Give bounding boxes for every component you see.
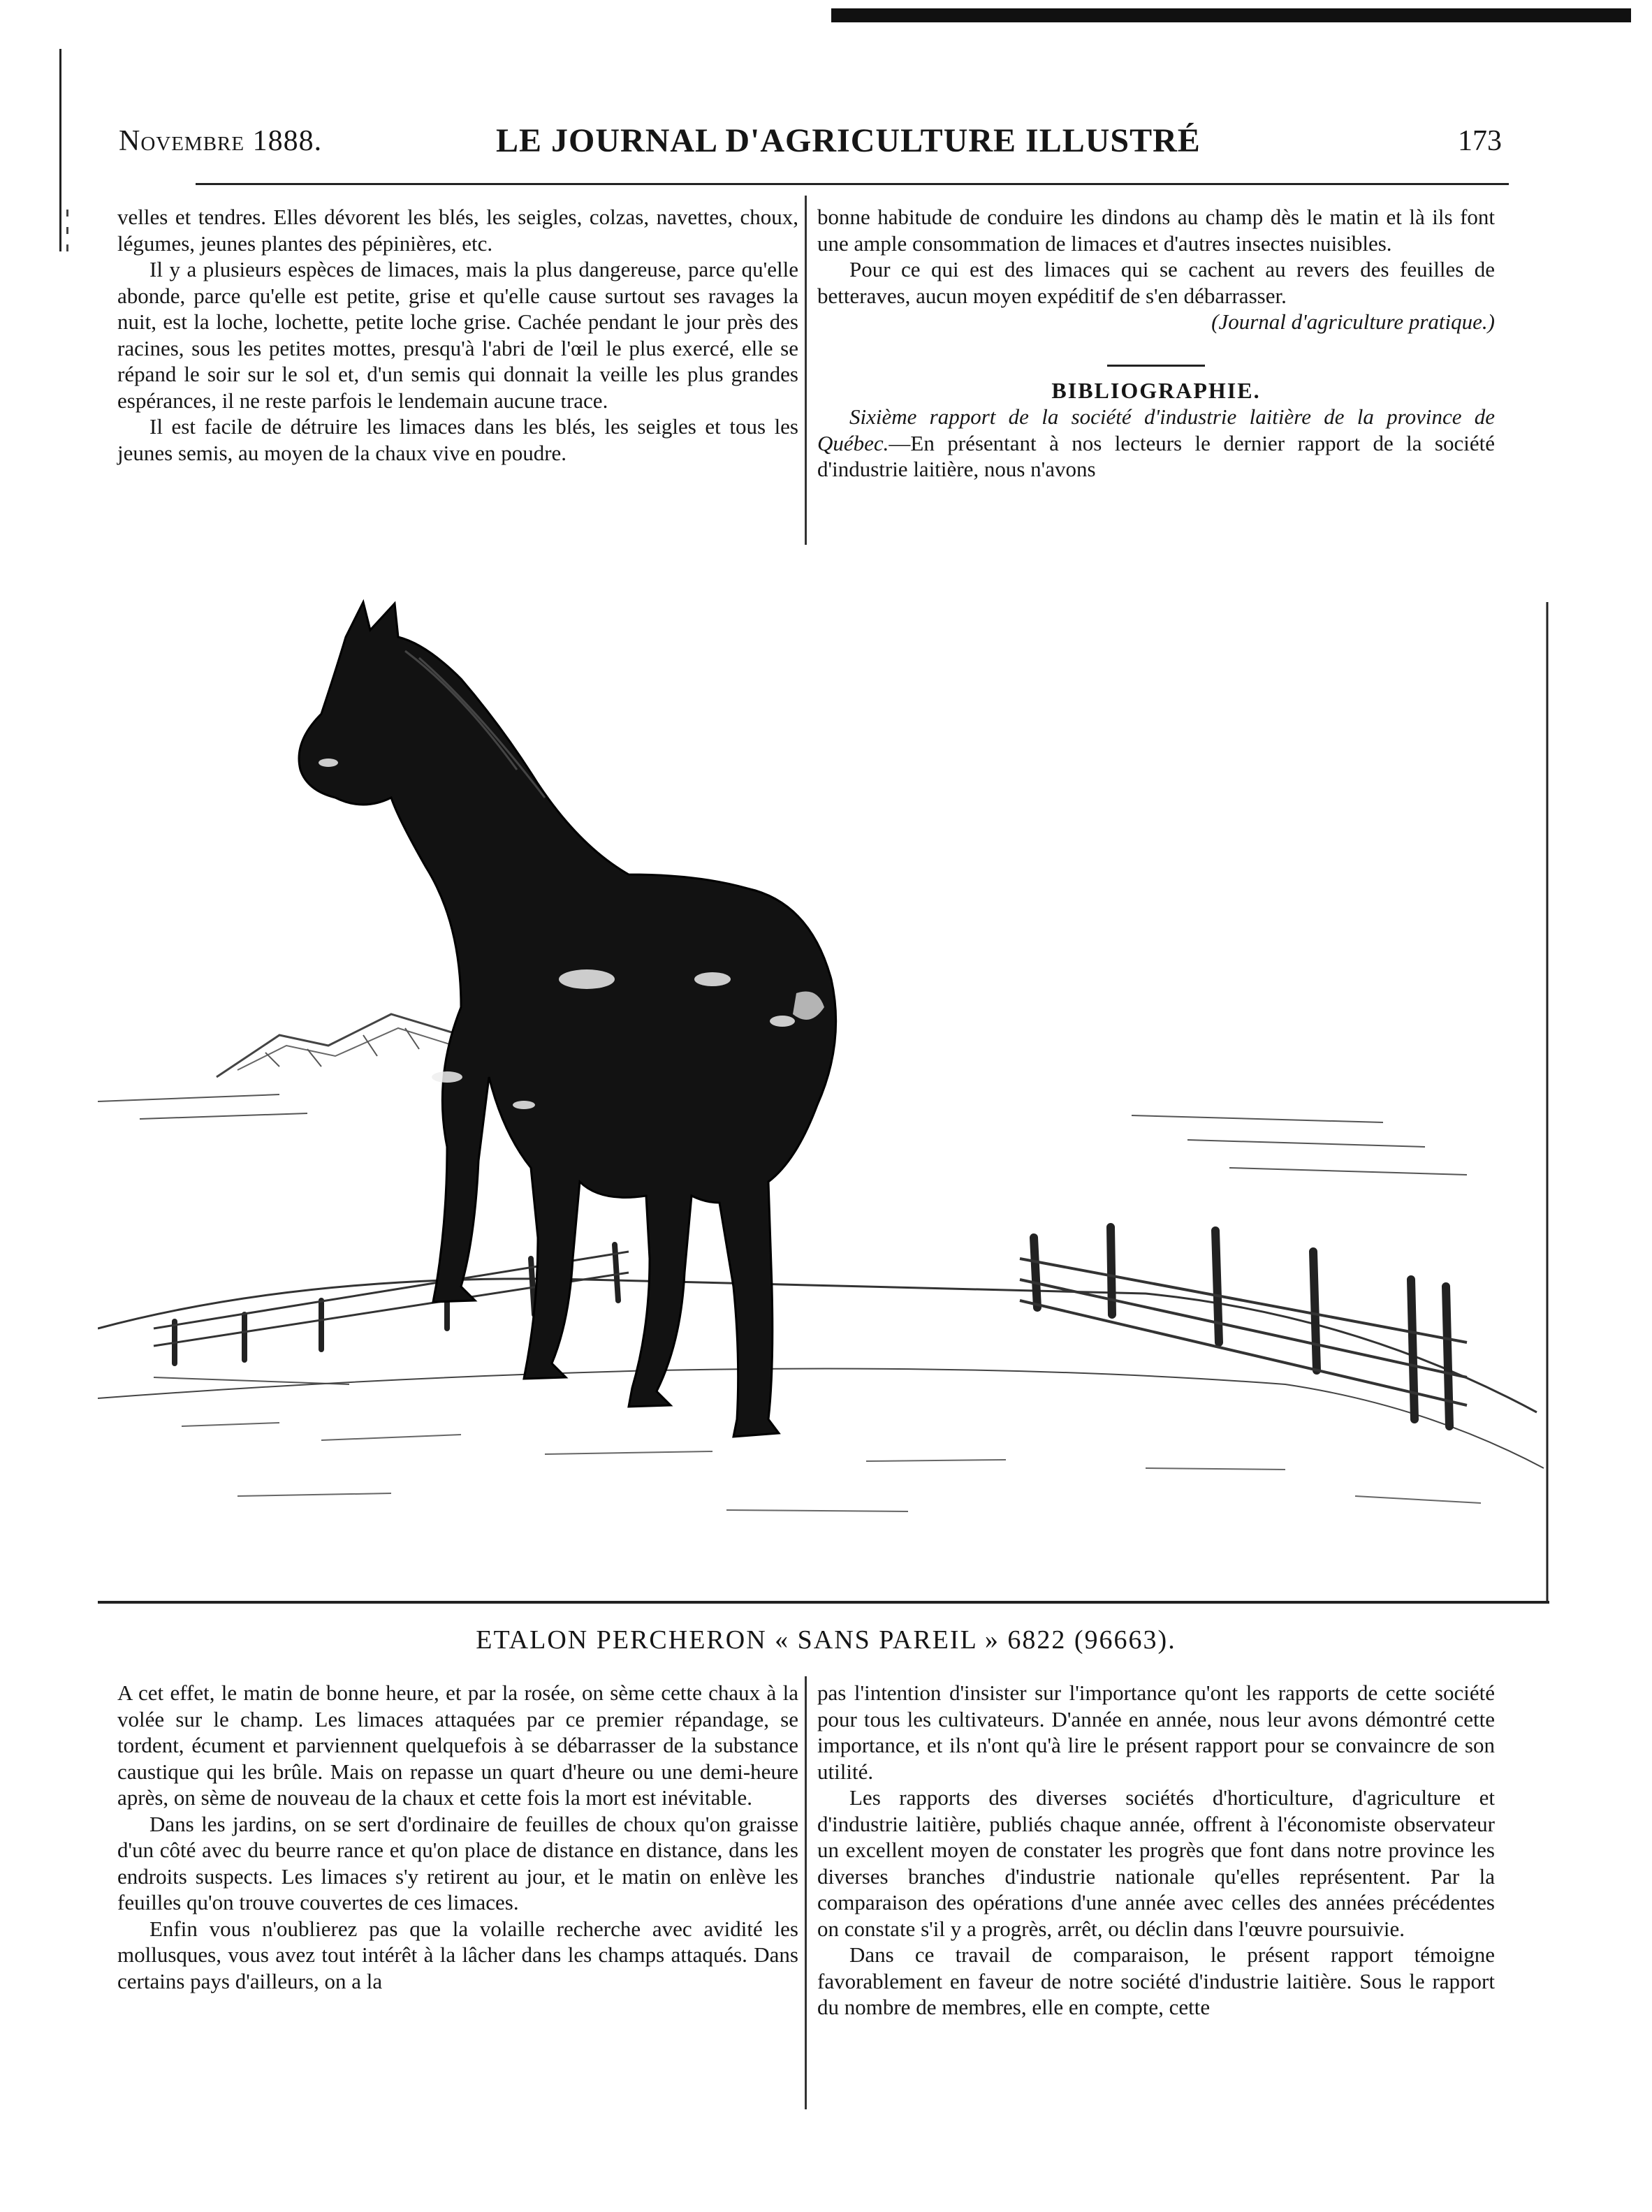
paragraph: A cet effet, le matin de bonne heure, et par la rosée, on sème cette chaux à la volée sur le champ. Les limaces attaquées par ce premier répandage, se tordent, écument et parviennent quelquefois à se débarrasser de la substance caustique qui les brûle. Mais on repasse un quart d'heure ou une demi-heure après, on sème de nouveau de la chaux et cette fois la mort est inévitable. — [117, 1680, 798, 1810]
issue-date: Novembre 1888. — [119, 125, 323, 157]
paragraph: Dans les jardins, on se sert d'ordinaire de feuilles de choux qu'on graisse d'un côté avec du beurre rance et qu'on place de distance en distance, dans les endroits suspects. Les limaces s'y retirent au jour, et le matin on enlève les feuilles qu'on trouve couvertes de ces limaces. — [117, 1811, 798, 1914]
column-separator — [805, 196, 807, 545]
running-header — [119, 119, 1509, 168]
margin-mark — [66, 244, 68, 251]
column-separator — [805, 1676, 807, 2109]
article-column-4 — [817, 1680, 1495, 2021]
illustration-caption: ETALON PERCHERON « SANS PAREIL » 6822 (96663). — [476, 1625, 1176, 1655]
header-rule — [196, 183, 1509, 185]
section-divider — [1107, 365, 1205, 367]
margin-mark — [66, 227, 68, 234]
bibliography-text: —En présentant à nos lecteurs le dernier rapport de la société d'industrie laitière, nous n'avons — [817, 430, 1495, 481]
article-column-1 — [117, 204, 798, 466]
paragraph: Pour ce qui est des limaces qui se cachent au revers des feuilles de betteraves, aucun moyen expéditif de s'en débarrasser. — [817, 257, 1495, 308]
paragraph: Il est facile de détruire les limaces dans les blés, les seigles et tous les jeunes semis, au moyen de la chaux vive en poudre. — [117, 414, 798, 465]
citation: (Journal d'agriculture pratique.) — [1211, 309, 1495, 334]
page-number: 173 — [1458, 125, 1502, 157]
journal-title: LE JOURNAL D'AGRICULTURE ILLUSTRÉ — [496, 122, 1201, 159]
engraving-illustration — [98, 588, 1554, 1606]
margin-mark — [66, 210, 68, 217]
bibliography-entry — [817, 404, 1495, 483]
article-column-3 — [117, 1680, 798, 1994]
paragraph: bonne habitude de conduire les dindons au champ dès le matin et là ils font une ample consommation de limaces et d'autres insectes nuisibles. — [817, 205, 1495, 256]
paragraph: pas l'intention d'insister sur l'importance qu'ont les rapports de cette société pour tous les cultivateurs. D'année en année, nous leur avons démontré cette importance, et ils n'ont qu'à lire le présent rapport pour se convaincre de son utilité. — [817, 1680, 1495, 1784]
bibliography-title: Sixième rapport de la société d'industrie laitière de la province de Québec. — [817, 404, 1495, 455]
left-margin-line — [59, 49, 61, 251]
section-heading: BIBLIOGRAPHIE. — [1051, 377, 1261, 403]
paragraph: Les rapports des diverses sociétés d'horticulture, d'agriculture et d'industrie laitière, publiés chaque année, offrent à l'économiste observateur un excellent moyen de constater les progrès que font dans notre province les diverses branches d'industrie nationale qu'elles représentent. Par la comparaison des opérations d'une année avec celles des années précédentes on constate s'il y a progrès, arrêt, ou déclin dans l'œuvre poursuivie. — [817, 1785, 1495, 1941]
paragraph: Dans ce travail de comparaison, le présent rapport témoigne favorablement en faveur de notre société d'industrie laitière. Sous le rapport du nombre de membres, elle en compte, cette — [817, 1942, 1495, 2019]
paragraph: Enfin vous n'oublierez pas que la volaille recherche avec avidité les mollusques, vous avez tout intérêt à la lâcher dans les champs attaqués. Dans certains pays d'ailleurs, on a la — [117, 1916, 798, 1993]
top-edge-rule — [831, 8, 1631, 22]
percheron-stallion-engraving — [98, 588, 1554, 1606]
paragraph: Il y a plusieurs espèces de limaces, mais la plus dangereuse, parce qu'elle abonde, parce qu'elle est petite, grise et qu'elle cause surtout ses ravages la nuit, est la loche, lochette, petite loche grise. Cachée pendant le jour près des racines, sous les petites mottes, presqu'à l'abri de l'œil le plus exercé, elle se répand le soir sur le sol et, d'un semis qui donnait la veille les plus grandes espérances, il ne reste parfois le lendemain aucune trace. — [117, 257, 798, 413]
article-column-2 — [817, 204, 1495, 483]
paragraph: velles et tendres. Elles dévorent les blés, les seigles, colzas, navettes, choux, légumes, jeunes plantes des pépinières, etc. — [117, 205, 798, 256]
